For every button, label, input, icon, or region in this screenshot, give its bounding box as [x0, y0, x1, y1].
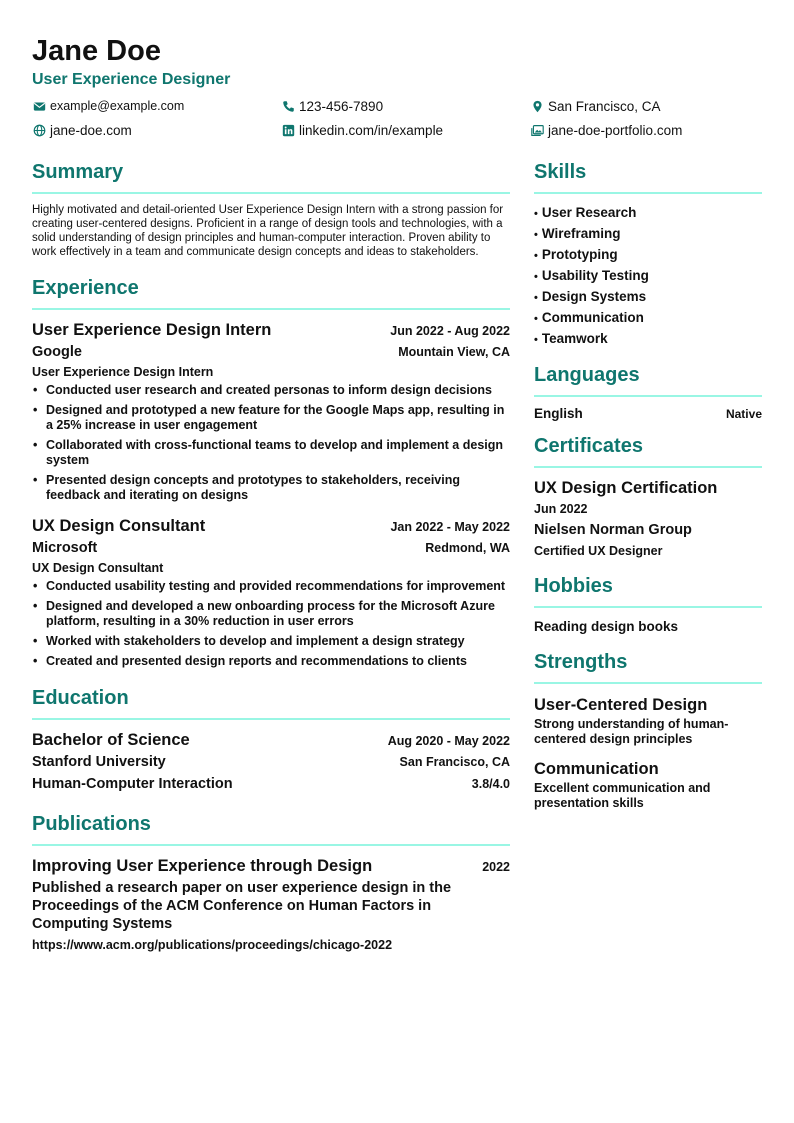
bullet-item: • Worked with stakeholders to develop and implement a design strategy [32, 634, 510, 649]
phone-text: 123-456-7890 [299, 99, 384, 114]
side-column [534, 159, 762, 970]
publication-url[interactable]: https://www.acm.org/publications/proceedings/chicago-2022 [32, 938, 393, 952]
institution: Stanford University [32, 754, 166, 770]
job-date: Jan 2022 - May 2022 [390, 520, 510, 534]
section-title: Publications [32, 811, 510, 846]
skill-item: • Design Systems [534, 287, 762, 308]
skill-item: • User Research [534, 203, 762, 224]
summary-section [32, 159, 510, 259]
job-date: Jun 2022 - Aug 2022 [390, 324, 510, 338]
candidate-headline: User Experience Designer [32, 71, 231, 88]
strength-item [534, 693, 762, 747]
contact-website[interactable] [32, 122, 281, 139]
job-role: User Experience Design Intern [32, 365, 214, 379]
portfolio-link: jane-doe-portfolio.com [548, 123, 683, 138]
strength-description: Strong understanding of human-centered design principles [534, 717, 729, 746]
location-text: San Francisco, CA [548, 99, 661, 114]
candidate-name: Jane Doe [32, 35, 161, 67]
main-column [32, 159, 510, 970]
section-title: Hobbies [534, 573, 762, 608]
section-title: Education [32, 685, 510, 720]
bullet-item: • Designed and prototyped a new feature for the Google Maps app, resulting in a 25% increase in user engagement [32, 403, 510, 433]
education-section [32, 685, 510, 795]
gpa-score: 3.8/4.0 [471, 777, 510, 791]
job-bullets [32, 383, 510, 503]
contact-phone[interactable] [281, 98, 530, 115]
company-name: Microsoft [32, 540, 98, 556]
certificate-summary: Certified UX Designer [534, 544, 663, 558]
certificates-section [534, 433, 762, 561]
website-link: jane-doe.com [50, 123, 132, 138]
linkedin-icon [281, 124, 295, 138]
certificate-name: UX Design Certification [534, 479, 718, 497]
contact-linkedin[interactable] [281, 122, 530, 139]
strength-item [534, 757, 762, 811]
job-role: UX Design Consultant [32, 561, 164, 575]
languages-section [534, 362, 762, 421]
publications-section [32, 811, 510, 954]
section-title: Languages [534, 362, 762, 397]
section-title: Summary [32, 159, 510, 194]
experience-item [32, 515, 510, 669]
phone-icon [281, 100, 295, 114]
publication-date: 2022 [482, 860, 510, 874]
envelope-icon [32, 100, 46, 114]
skill-item: • Teamwork [534, 329, 762, 350]
section-title: Strengths [534, 649, 762, 684]
hobbies-section [534, 573, 762, 637]
strengths-section [534, 649, 762, 811]
bullet-item: • Created and presented design reports and recommendations to clients [32, 654, 510, 669]
skills-section [534, 159, 762, 350]
language-item [534, 406, 762, 421]
education-item [32, 729, 510, 795]
skill-item: • Communication [534, 308, 762, 329]
certificate-item [534, 477, 762, 561]
bullet-item: • Designed and developed a new onboarding process for the Microsoft Azure platform, resulting in a 30% reduction in user errors [32, 599, 510, 629]
bullet-item: • Conducted usability testing and provided recommendations for improvement [32, 579, 510, 594]
resume-header [32, 34, 762, 139]
language-level: Native [725, 407, 762, 421]
contact-email[interactable] [32, 98, 281, 115]
section-title: Certificates [534, 433, 762, 468]
experience-section [32, 275, 510, 669]
contact-location [530, 98, 762, 115]
certificate-date: Jun 2022 [534, 502, 588, 516]
strength-name: Communication [534, 760, 659, 778]
experience-item [32, 319, 510, 503]
publication-item [32, 855, 510, 954]
contact-portfolio[interactable] [530, 122, 762, 139]
skill-item: • Usability Testing [534, 266, 762, 287]
skill-item: • Prototyping [534, 245, 762, 266]
job-location: Mountain View, CA [398, 345, 510, 359]
strength-description: Excellent communication and presentation skills [534, 781, 711, 810]
education-date: Aug 2020 - May 2022 [387, 734, 510, 748]
map-pin-icon [530, 100, 544, 114]
globe-icon [32, 124, 46, 138]
resume-columns [32, 159, 762, 970]
section-title: Experience [32, 275, 510, 310]
section-title: Skills [534, 159, 762, 194]
publication-name: Improving User Experience through Design [32, 857, 373, 875]
bullet-item: • Conducted user research and created personas to inform design decisions [32, 383, 510, 398]
job-position: UX Design Consultant [32, 517, 206, 535]
linkedin-link: linkedin.com/in/example [299, 123, 444, 138]
skills-list [534, 203, 762, 350]
image-icon [530, 124, 544, 138]
education-location: San Francisco, CA [399, 755, 510, 769]
hobby-item: Reading design books [534, 619, 679, 634]
email-text: example@example.com [50, 99, 185, 113]
job-bullets [32, 579, 510, 669]
certificate-issuer: Nielsen Norman Group [534, 522, 692, 538]
bullet-item: • Collaborated with cross-functional teams to develop and implement a design system [32, 438, 510, 468]
company-name: Google [32, 344, 82, 360]
strength-name: User-Centered Design [534, 696, 708, 714]
degree: Bachelor of Science [32, 731, 190, 749]
summary-text: Highly motivated and detail-oriented User Experience Design Intern with a strong passion for creating user-centered designs. Proficient in a range of design tools and technologies, with a solid understanding of design principles and human-computer interaction. Proven ability to work effectively in a team and communicate design concepts and ideas to stakeholders. [32, 204, 504, 258]
publication-description: Published a research paper on user experience design in the Proceedings of the ACM Conference on Human Factors in Computing Systems [32, 880, 452, 932]
study-area: Human-Computer Interaction [32, 776, 233, 792]
job-location: Redmond, WA [425, 541, 510, 555]
contact-list [32, 98, 762, 139]
resume-page [32, 34, 762, 970]
bullet-item: • Presented design concepts and prototypes to stakeholders, receiving feedback and iterating on designs [32, 473, 510, 503]
job-position: User Experience Design Intern [32, 321, 272, 339]
language-name: English [534, 406, 583, 421]
skill-item: • Wireframing [534, 224, 762, 245]
